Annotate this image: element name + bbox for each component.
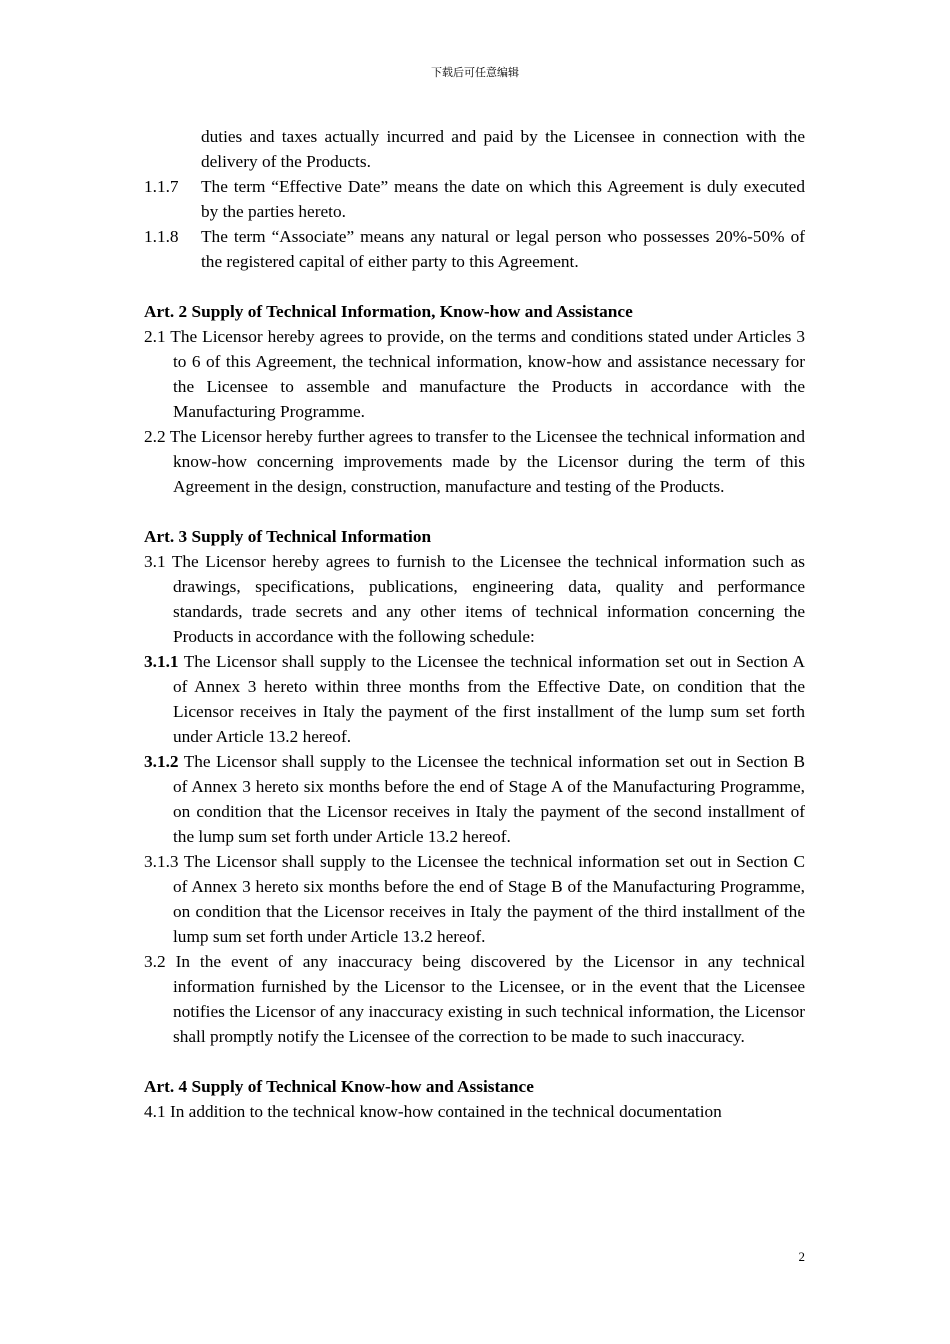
clause-text: The Licensor hereby agrees to provide, on the terms and conditions stated under Articles 3 to 6 of this Agreement, the technical information, know-how and assistance necessary for the Licensee to assemble and manufacture the Products in accordance with the Manufacturing Programme.	[170, 327, 805, 421]
clause-text: In addition to the technical know-how contained in the technical documentation	[169, 1102, 722, 1121]
clause-text: The Licensor shall supply to the Licensee the technical information set out in Section C of Annex 3 hereto six months before the end of Stage B of the Manufacturing Programme, on condition that the Licensor receives in Italy the payment of the third installment of the lump sum set forth under Article 13.2 hereof.	[173, 852, 805, 946]
clause-text: The Licensor hereby further agrees to transfer to the Licensee the technical information and know-how concerning improvements made by the Licensor during the term of this Agreement in the design, construction, manufacture and testing of the Products.	[169, 427, 805, 496]
clause-number: 3.1.1	[144, 652, 179, 671]
continuation-paragraph: duties and taxes actually incurred and paid by the Licensee in connection with the delivery of the Products.	[201, 127, 805, 171]
article-4-heading: Art. 4 Supply of Technical Know-how and Assistance	[144, 1077, 534, 1096]
article-2-heading: Art. 2 Supply of Technical Information, Know-how and Assistance	[144, 302, 633, 321]
clause-3-1	[144, 549, 805, 649]
clause-3-2	[144, 949, 805, 1049]
page-header-watermark: 下载后可任意编辑	[431, 66, 519, 79]
clause-number: 2.2	[144, 427, 166, 446]
clause-text: The Licensor shall supply to the Licensee the technical information set out in Section A of Annex 3 hereto within three months from the Effective Date, on condition that the Licensor receives in Italy the payment of the first installment of the lump sum set forth under Article 13.2 hereof.	[173, 652, 805, 746]
clause-number: 3.1.2	[144, 752, 179, 771]
clause-2-1	[144, 324, 805, 424]
clause-4-1	[144, 1099, 805, 1124]
clause-number: 3.2	[144, 952, 166, 971]
clause-number: 3.1	[144, 552, 166, 571]
clause-3-1-1	[144, 649, 805, 749]
page-number: 2	[798, 1249, 805, 1264]
definition-text: The term “Associate” means any natural or legal person who possesses 20%-50% of the registered capital of either party to this Agreement.	[201, 227, 805, 271]
clause-2-2	[144, 424, 805, 499]
clause-text: The Licensor shall supply to the Licensee the technical information set out in Section B of Annex 3 hereto six months before the end of Stage A of the Manufacturing Programme, on condition that the Licensor receives in Italy the payment of the second installment of the lump sum set forth under Article 13.2 hereof.	[173, 752, 805, 846]
clause-text: In the event of any inaccuracy being discovered by the Licensor in any technical information furnished by the Licensor to the Licensee, or in the event that the Licensee notifies the Licensor of any inaccuracy existing in such technical information, the Licensor shall promptly notify the Licensee of the correction to be made to such inaccuracy.	[173, 952, 805, 1046]
definition-number: 1.1.7	[144, 177, 179, 196]
clause-number: 2.1	[144, 327, 166, 346]
document-body	[144, 124, 805, 1124]
clause-number: 3.1.3	[144, 852, 179, 871]
definition-1-1-8	[144, 224, 805, 274]
definition-number: 1.1.8	[144, 227, 179, 246]
article-3-heading: Art. 3 Supply of Technical Information	[144, 527, 432, 546]
definition-text: The term “Effective Date” means the date on which this Agreement is duly executed by the parties hereto.	[201, 177, 805, 221]
definition-1-1-7	[144, 174, 805, 224]
clause-text: The Licensor hereby agrees to furnish to the Licensee the technical information such as drawings, specifications, publications, engineering data, quality and performance standards, trade secrets and any other items of technical information concerning the Products in accordance with the following schedule:	[171, 552, 805, 646]
clause-3-1-2	[144, 749, 805, 849]
clause-3-1-3	[144, 849, 805, 949]
clause-number: 4.1	[144, 1102, 166, 1121]
